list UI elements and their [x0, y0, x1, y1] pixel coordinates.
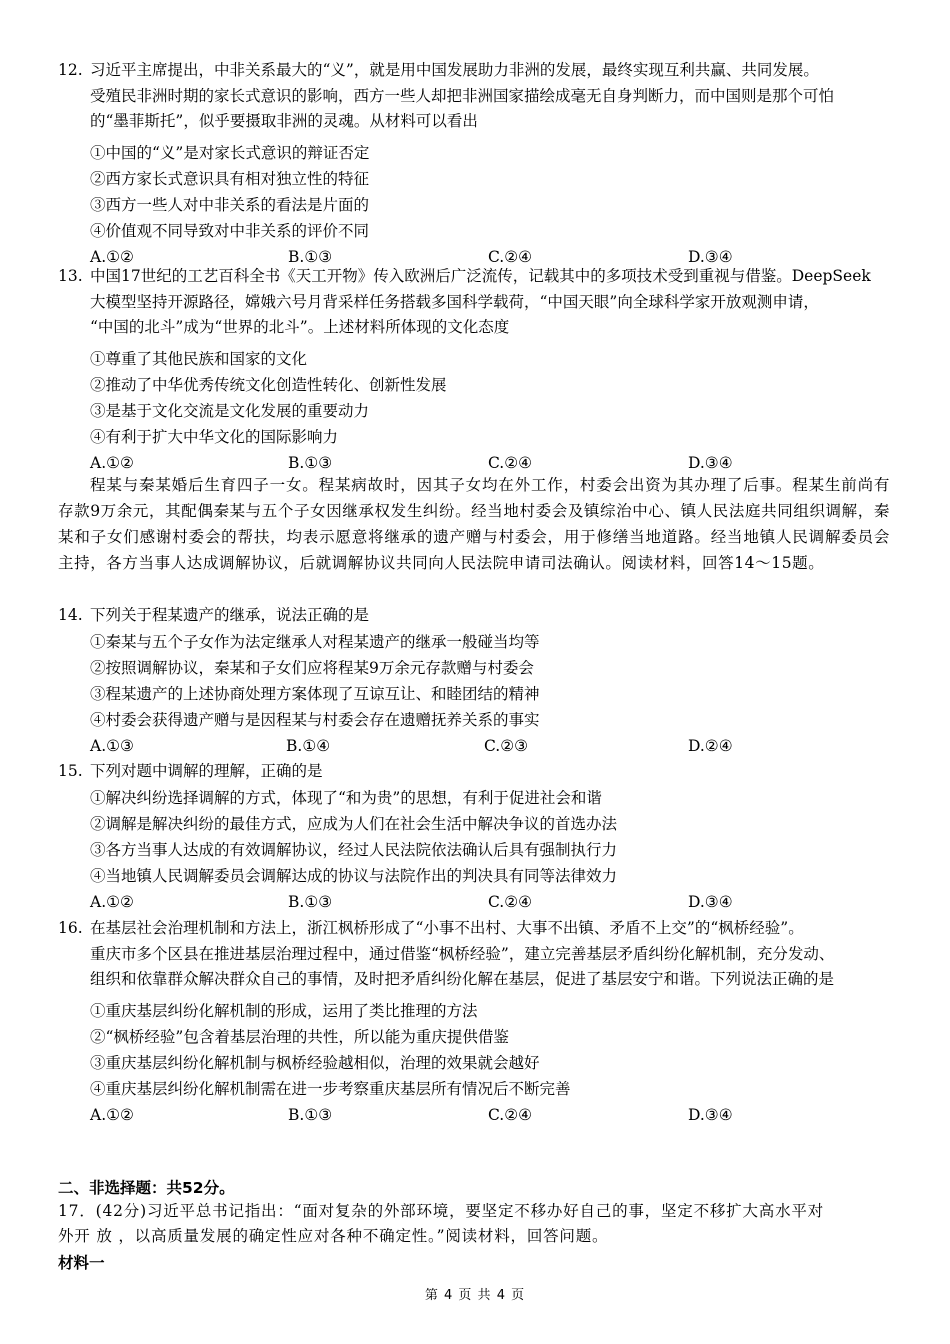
- question-number: 15.: [58, 762, 83, 780]
- question-stem: [58, 58, 898, 84]
- question-17: [58, 1199, 898, 1249]
- stem-line: 大模型坚持开源路径，嫦娥六号月背采样任务搭载多国科学载荷，“中国天眼”向全球科学家开放观测申请，: [90, 292, 819, 311]
- stem-line: 习近平主席提出，中非关系最大的“义”，就是用中国发展助力非洲的发展，最终实现互利共赢、共同发展。: [90, 61, 819, 79]
- stem-line: 组织和依靠群众解决群众自己的事情，及时把矛盾纠纷化解在基层，促进了基层安宁和谐。下列说法正确的是: [90, 970, 835, 988]
- option-3: ③西方一些人对中非关系的看法是片面的: [90, 195, 370, 214]
- question-stem: [58, 603, 898, 629]
- question-number: 16.: [58, 919, 83, 937]
- option-3: ③程某遗产的上述协商处理方案体现了互谅互让、和睦团结的精神: [90, 684, 540, 703]
- choice-c: C.②④: [488, 453, 533, 472]
- question-15: [58, 759, 898, 915]
- reading-passage: 程某与秦某婚后生育四子一女。程某病故时，因其子女均在外工作，村委会出资为其办理了后事。程某生前尚有存款9万余元，其配偶秦某与五个子女因继承权发生纠纷。经当地村委会及镇综治中心、镇人民法庭共同组织调解，秦某和子女们感谢村委会的帮扶，均表示愿意将继承的遗产赠与村委会，用于修缮当地道路。经当地镇人民调解委员会主持，各方当事人达成调解协议，后就调解协议共同向人民法院申请司法确认。阅读材料，回答14～15题。: [58, 476, 890, 572]
- option-1: ①秦某与五个子女作为法定继承人对程某遗产的继承一般碰当均等: [90, 632, 540, 651]
- stem-line: 下列对题中调解的理解，正确的是: [90, 762, 323, 780]
- stem-line: 的“墨菲斯托”，似乎要摄取非洲的灵魂。从材料可以看出: [90, 112, 478, 130]
- answer-choices: [58, 889, 898, 915]
- stem-line: 在基层社会治理机制和方法上，浙江枫桥形成了“小事不出村、大事不出镇、矛盾不上交”的“枫桥经验”。: [90, 919, 804, 937]
- page-footer: 第 4 页 共 4 页: [424, 1288, 526, 1303]
- choice-a: A.①③: [90, 736, 134, 755]
- question-stem: [58, 759, 898, 785]
- section-heading: 二、非选择题：共52分。: [58, 1179, 235, 1197]
- question-number: 13.: [58, 267, 83, 285]
- question-stem: [58, 264, 898, 290]
- choice-c: C.②④: [488, 247, 533, 266]
- option-1: ①中国的“义”是对家长式意识的辩证否定: [90, 143, 370, 162]
- choice-a: A.①②: [90, 247, 134, 266]
- option-2: ②调解是解决纠纷的最佳方式，应成为人们在社会生活中解决争议的首选办法: [90, 814, 618, 833]
- answer-choices: [58, 1102, 898, 1128]
- option-2: ②“枫桥经验”包含着基层治理的共性，所以能为重庆提供借鉴: [90, 1027, 509, 1046]
- option-3: ③各方当事人达成的有效调解协议，经过人民法院依法确认后具有强制执行力: [90, 840, 618, 859]
- stem-line: 受殖民非洲时期的家长式意识的影响，西方一些人却把非洲国家描绘成毫无自身判断力，而中国则是那个可怕: [90, 86, 835, 105]
- option-2: ②西方家长式意识具有相对独立性的特征: [90, 169, 370, 188]
- choice-d: D.③④: [688, 453, 733, 472]
- choice-b: B.①③: [288, 247, 333, 266]
- option-4: ④重庆基层纠纷化解机制需在进一步考察重庆基层所有情况后不断完善: [90, 1079, 571, 1098]
- choice-b: B.①③: [288, 892, 333, 911]
- stem-line: 下列关于程某遗产的继承，说法正确的是: [90, 606, 370, 624]
- question-number: 14.: [58, 606, 83, 624]
- option-2: ②按照调解协议，秦某和子女们应将程某9万余元存款赠与村委会: [90, 658, 534, 677]
- choice-a: A.①②: [90, 892, 134, 911]
- option-2: ②推动了中华优秀传统文化创造性转化、创新性发展: [90, 375, 447, 394]
- material-heading: 材料一: [58, 1254, 105, 1272]
- choice-c: C.②③: [484, 736, 529, 755]
- option-1: ①尊重了其他民族和国家的文化: [90, 349, 308, 368]
- question-16: [58, 916, 898, 1128]
- choice-b: B.①③: [288, 453, 333, 472]
- choice-d: D.③④: [688, 1105, 733, 1124]
- answer-choices: [58, 733, 898, 759]
- stem-line: 17．(42分)习近平总书记指出：“面对复杂的外部环境，要坚定不移办好自己的事，坚定不移扩大高水平对: [58, 1202, 824, 1220]
- option-3: ③是基于文化交流是文化发展的重要动力: [90, 401, 370, 420]
- question-14: [58, 603, 898, 759]
- choice-c: C.②④: [488, 1105, 533, 1124]
- choice-b: B.①③: [288, 1105, 333, 1124]
- stem-line: 外开 放 ，以高质量发展的确定性应对各种不确定性。”阅读材料，回答问题。: [58, 1227, 609, 1245]
- choice-a: A.①②: [90, 453, 134, 472]
- option-1: ①解决纠纷选择调解的方式，体现了“和为贵”的思想，有利于促进社会和谐: [90, 788, 602, 807]
- question-12: [58, 58, 898, 270]
- choice-c: C.②④: [488, 892, 533, 911]
- question-stem: [58, 916, 898, 942]
- option-4: ④价值观不同导致对中非关系的评价不同: [90, 221, 370, 240]
- choice-d: D.②④: [688, 736, 733, 755]
- option-4: ④当地镇人民调解委员会调解达成的协议与法院作出的判决具有同等法律效力: [90, 866, 618, 885]
- question-13: [58, 264, 898, 476]
- stem-line: 重庆市多个区县在推进基层治理过程中，通过借鉴“枫桥经验”，建立完善基层矛盾纠纷化解机制，充分发动、: [90, 944, 835, 963]
- option-4: ④村委会获得遗产赠与是因程某与村委会存在遗赠抚养关系的事实: [90, 710, 540, 729]
- option-1: ①重庆基层纠纷化解机制的形成，运用了类比推理的方法: [90, 1001, 478, 1020]
- option-4: ④有利于扩大中华文化的国际影响力: [90, 427, 339, 446]
- stem-line: “中国的北斗”成为“世界的北斗”。上述材料所体现的文化态度: [90, 318, 510, 336]
- choice-a: A.①②: [90, 1105, 134, 1124]
- choice-d: D.③④: [688, 247, 733, 266]
- question-number: 12.: [58, 61, 83, 79]
- stem-line: 中国17世纪的工艺百科全书《天工开物》传入欧洲后广泛流传，记载其中的多项技术受到重视与借鉴。DeepSeek: [90, 267, 871, 285]
- option-3: ③重庆基层纠纷化解机制与枫桥经验越相似，治理的效果就会越好: [90, 1053, 540, 1072]
- choice-d: D.③④: [688, 892, 733, 911]
- choice-b: B.①④: [286, 736, 331, 755]
